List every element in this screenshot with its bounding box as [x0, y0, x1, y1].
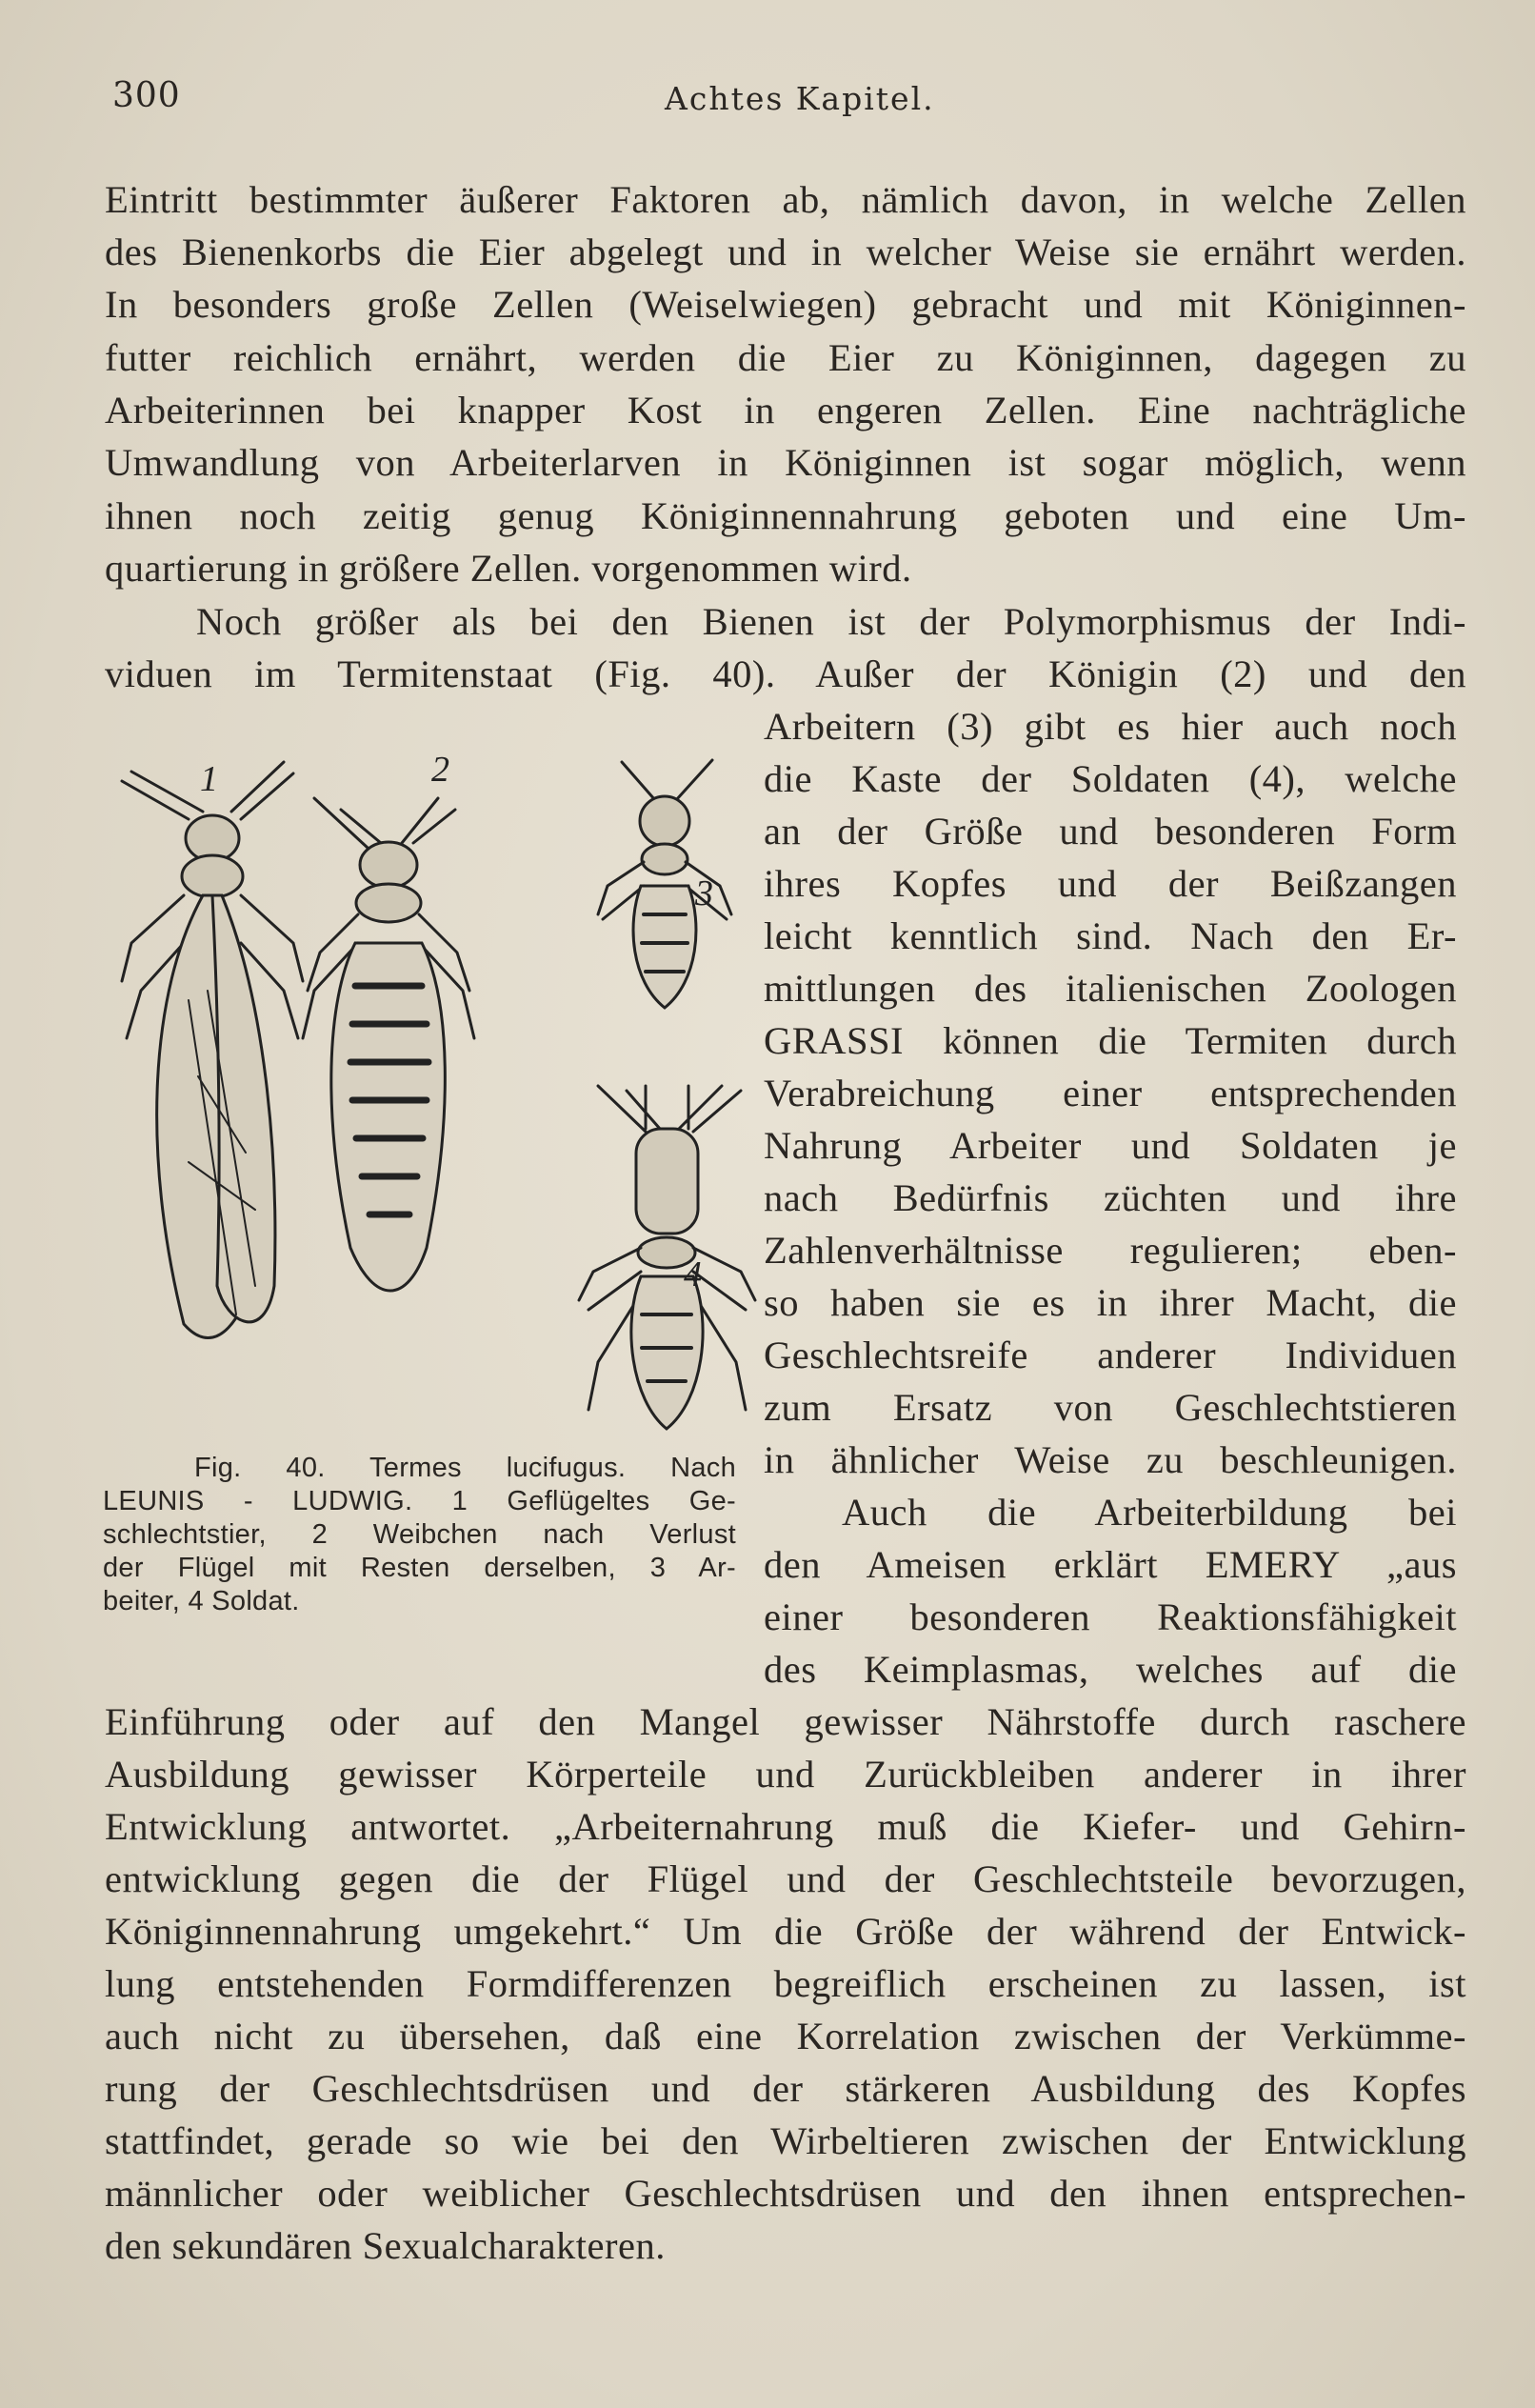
text-line: den sekundären Sexualcharakteren.	[105, 2224, 666, 2267]
text-line: rung der Geschlechtsdrüsen und der stärkeren Ausbildung des Kopfes	[105, 2067, 1466, 2110]
text-line: Arbeitern (3) gibt es hier auch noch	[764, 705, 1457, 748]
text-line: Noch größer als bei den Bienen ist der Polymorphismus der Indi-	[196, 600, 1466, 643]
figure-caption-line: LEUNIS - LUDWIG. 1 Geflügeltes Ge-	[103, 1486, 736, 1516]
text-line: zum Ersatz von Geschlechtstieren	[764, 1386, 1457, 1429]
text-line: stattfindet, gerade so wie bei den Wirbeltieren zwischen der Entwicklung	[105, 2119, 1466, 2162]
text-line: lung entstehenden Formdifferenzen begreiflich erscheinen zu lassen, ist	[105, 1962, 1466, 2005]
text-line: ihres Kopfes und der Beißzangen	[764, 862, 1457, 905]
figure-label-4: 4	[684, 1254, 702, 1294]
text-line: den Ameisen erklärt EMERY „aus	[764, 1543, 1457, 1586]
text-line: Königinnennahrung umgekehrt.“ Um die Größe der während der Entwick-	[105, 1910, 1466, 1953]
queen-termite-illustration	[303, 798, 474, 1291]
soldier-termite-illustration	[579, 1086, 755, 1429]
text-line: des Keimplasmas, welches auf die	[764, 1648, 1457, 1691]
text-line: viduen im Termitenstaat (Fig. 40). Außer der Königin (2) und den	[105, 652, 1466, 695]
running-title: Achtes Kapitel.	[665, 80, 935, 117]
figure-caption-line: Fig. 40. Termes lucifugus. Nach	[194, 1453, 736, 1483]
page-number: 300	[112, 76, 181, 115]
figure-caption-line: schlechtstier, 2 Weibchen nach Verlust	[103, 1519, 736, 1550]
text-line: Umwandlung von Arbeiterlarven in Königinnen ist sogar möglich, wenn	[105, 441, 1466, 484]
text-line: des Bienenkorbs die Eier abgelegt und in welcher Weise sie ernährt werden.	[105, 231, 1466, 273]
text-line: Eintritt bestimmter äußerer Faktoren ab, nämlich davon, in welche Zellen	[105, 178, 1466, 221]
text-line: männlicher oder weiblicher Geschlechtsdrüsen und den ihnen entsprechen-	[105, 2172, 1466, 2215]
text-line: ihnen noch zeitig genug Königinnennahrung geboten und eine Um-	[105, 494, 1466, 537]
text-line: quartierung in größere Zellen. vorgenommen wird.	[105, 547, 912, 590]
winged-termite-illustration	[122, 762, 303, 1338]
text-line: Nahrung Arbeiter und Soldaten je	[764, 1124, 1457, 1167]
figure-label-2: 2	[431, 752, 449, 790]
text-line: an der Größe und besonderen Form	[764, 810, 1457, 853]
text-line: Geschlechtsreife anderer Individuen	[764, 1334, 1457, 1376]
text-line: futter reichlich ernährt, werden die Eier zu Königinnen, dagegen zu	[105, 336, 1466, 379]
text-line: nach Bedürfnis züchten und ihre	[764, 1176, 1457, 1219]
text-line: leicht kenntlich sind. Nach den Er-	[764, 914, 1457, 957]
termite-figure	[112, 752, 760, 1457]
text-line: entwicklung gegen die der Flügel und der Geschlechtsteile bevorzugen,	[105, 1857, 1466, 1900]
text-line: In besonders große Zellen (Weiselwiegen) gebracht und mit Königinnen-	[105, 283, 1466, 326]
text-line: Arbeiterinnen bei knapper Kost in engeren Zellen. Eine nachträgliche	[105, 389, 1466, 431]
text-line: mittlungen des italienischen Zoologen	[764, 967, 1457, 1010]
figure-label-1: 1	[200, 759, 218, 799]
figure-caption-line: beiter, 4 Soldat.	[103, 1586, 300, 1616]
text-line: Entwicklung antwortet. „Arbeiternahrung muß die Kiefer- und Gehirn-	[105, 1805, 1466, 1848]
text-line: die Kaste der Soldaten (4), welche	[764, 757, 1457, 800]
text-line: Auch die Arbeiterbildung bei	[842, 1491, 1457, 1534]
text-line: einer besonderen Reaktionsfähigkeit	[764, 1595, 1457, 1638]
text-line: Ausbildung gewisser Körperteile und Zurückbleiben anderer in ihrer	[105, 1753, 1466, 1796]
text-line: in ähnlicher Weise zu beschleunigen.	[764, 1438, 1457, 1481]
text-line: Zahlenverhältnisse regulieren; eben-	[764, 1229, 1457, 1272]
text-line: GRASSI können die Termiten durch	[764, 1019, 1457, 1062]
figure-label-3: 3	[695, 873, 713, 913]
text-line: so haben sie es in ihrer Macht, die	[764, 1281, 1457, 1324]
text-line: Einführung oder auf den Mangel gewisser Nährstoffe durch raschere	[105, 1700, 1466, 1743]
figure-caption-line: der Flügel mit Resten derselben, 3 Ar-	[103, 1553, 736, 1583]
text-line: auch nicht zu übersehen, daß eine Korrelation zwischen der Verkümme-	[105, 2015, 1466, 2057]
text-line: Verabreichung einer entsprechenden	[764, 1072, 1457, 1114]
